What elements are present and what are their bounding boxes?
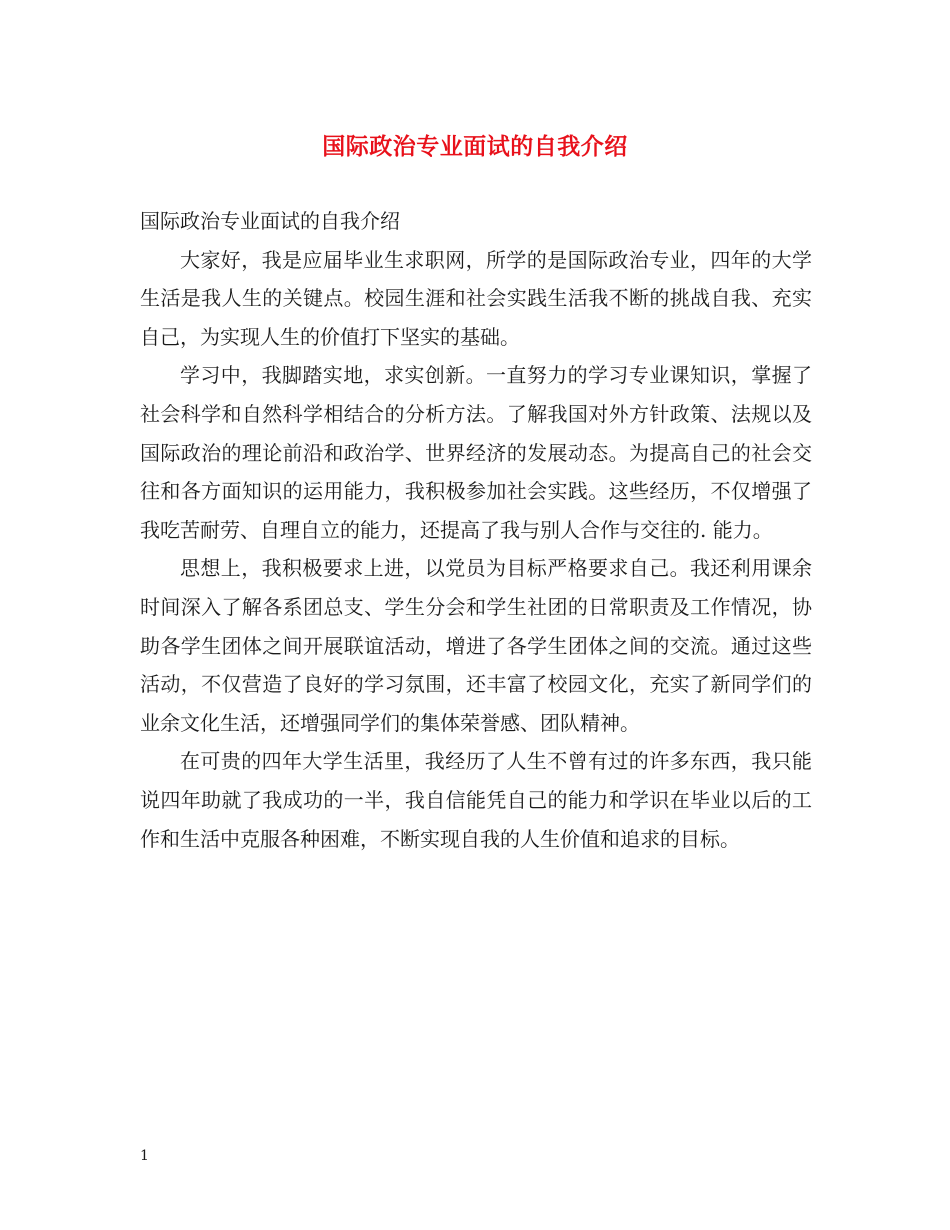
page-number: 1 — [140, 1148, 149, 1164]
paragraph-ideology: 思想上，我积极要求上进，以党员为目标严格要求自己。我还利用课余时间深入了解各系团总支、学生分会和学生社团的日常职责及工作情况，协助各学生团体之间开展联谊活动，增进了各学生团体之间的交流。通过这些活动，不仅营造了良好的学习氛围，还丰富了校园文化，充实了新同学们的业余文化生活，还增强同学们的集体荣誉感、团队精神。 — [140, 556, 812, 735]
document-body — [140, 202, 812, 858]
paragraph-conclusion: 在可贵的四年大学生活里，我经历了人生不曾有过的许多东西，我只能说四年助就了我成功的一半，我自信能凭自己的能力和学识在毕业以后的工作和生活中克服各种困难，不断实现自我的人生价值和追求的目标。 — [140, 749, 812, 851]
document-title: 国际政治专业面试的自我介绍 — [322, 133, 628, 160]
paragraph-study: 学习中，我脚踏实地，求实创新。一直努力的学习专业课知识，掌握了社会科学和自然科学相结合的分析方法。了解我国对外方针政策、法规以及国际政治的理论前沿和政治学、世界经济的发展动态。为提高自己的社会交往和各方面知识的运用能力，我积极参加社会实践。这些经历，不仅增强了我吃苦耐劳、自理自立的能力，还提高了我与别人合作与交往的. 能力。 — [140, 363, 812, 542]
document-subtitle: 国际政治专业面试的自我介绍 — [140, 209, 400, 233]
paragraph-introduction: 大家好，我是应届毕业生求职网，所学的是国际政治专业，四年的大学生活是我人生的关键点。校园生涯和社会实践生活我不断的挑战自我、充实自己，为实现人生的价值打下坚实的基础。 — [140, 247, 812, 349]
